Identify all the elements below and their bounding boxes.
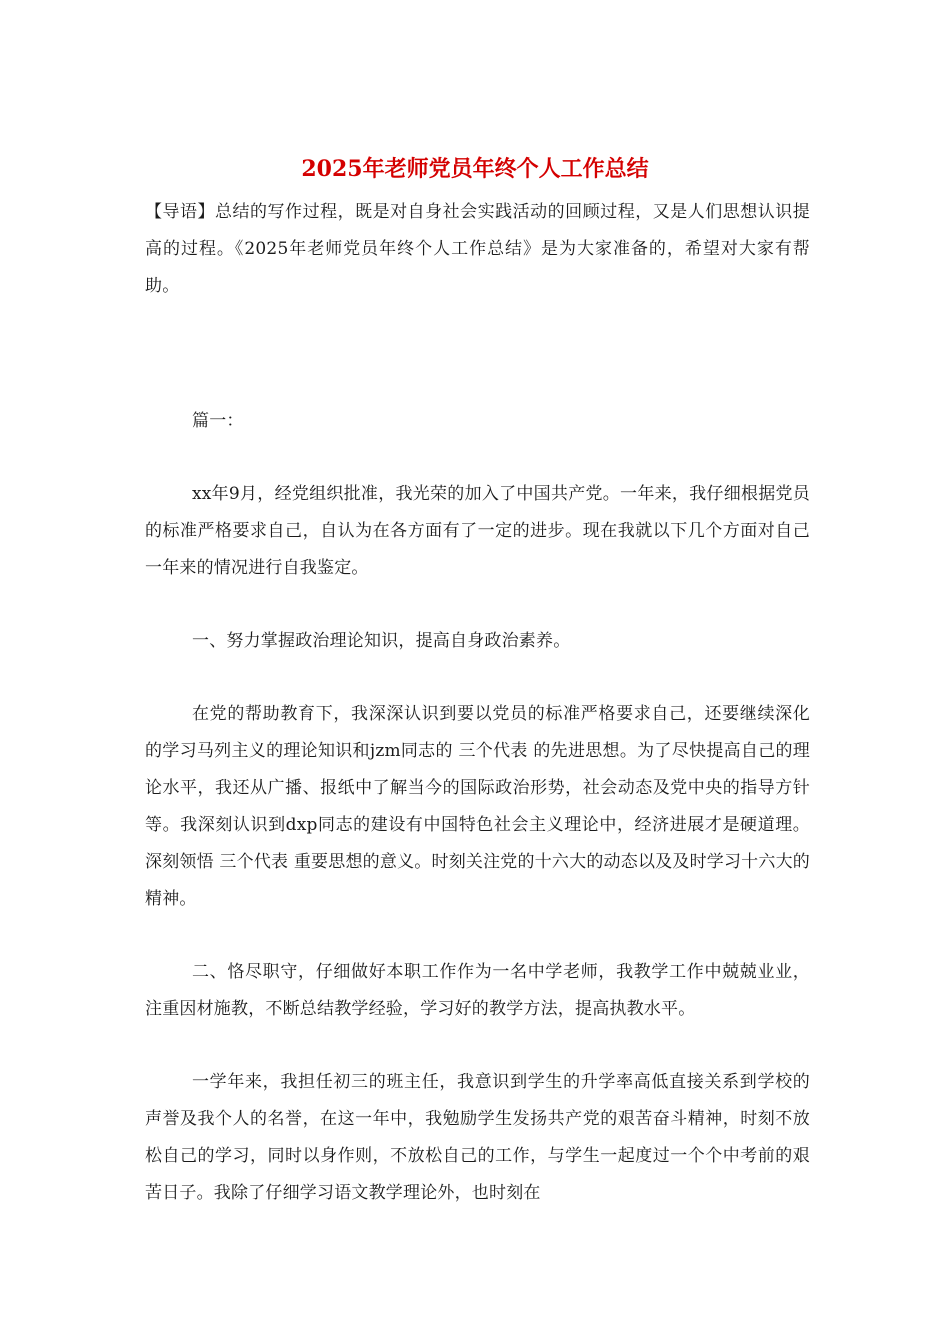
document-title: 2025年老师党员年终个人工作总结 bbox=[301, 156, 649, 182]
section-heading-2: 二、恪尽职守，仔细做好本职工作作为一名中学老师，我教学工作中兢兢业业，注重因材施教，不断总结教学经验，学习好的教学方法，提高执教水平。 bbox=[145, 962, 810, 1019]
intro-paragraph: 【导语】总结的写作过程，既是对自身社会实践活动的回顾过程，又是人们思想认识提高的过程。《2025年老师党员年终个人工作总结》是为大家准备的，希望对大家有帮助。 bbox=[145, 202, 810, 296]
section-heading-part-one: 篇一： bbox=[192, 411, 244, 431]
body-paragraph: 一学年来，我担任初三的班主任，我意识到学生的升学率高低直接关系到学校的声誉及我个人的名誉，在这一年中，我勉励学生发扬共产党的艰苦奋斗精神，时刻不放松自己的学习，同时以身作则，不放松自己的工作，与学生一起度过一个个中考前的艰苦日子。我除了仔细学习语文教学理论外，也时刻在 bbox=[145, 1072, 810, 1203]
body-paragraph: 在党的帮助教育下，我深深认识到要以党员的标准严格要求自己，还要继续深化的学习马列主义的理论知识和jzm同志的 三个代表 的先进思想。为了尽快提高自己的理论水平，我还从广播、报纸中了解当今的国际政治形势，社会动态及党中央的指导方针等。我深刻认识到dxp同志的建设有中国特色社会主义理论中，经济进展才是硬道理。深刻领悟 三个代表 重要思想的意义。时刻关注党的十六大的动态以及及时学习十六大的精神。 bbox=[145, 704, 810, 909]
document-body bbox=[145, 194, 810, 1212]
section-heading-1: 一、努力掌握政治理论知识，提高自身政治素养。 bbox=[192, 631, 571, 651]
body-paragraph: xx年9月，经党组织批准，我光荣的加入了中国共产党。一年来，我仔细根据党员的标准严格要求自己，自认为在各方面有了一定的进步。现在我就以下几个方面对自己一年来的情况进行自我鉴定。 bbox=[145, 484, 810, 578]
